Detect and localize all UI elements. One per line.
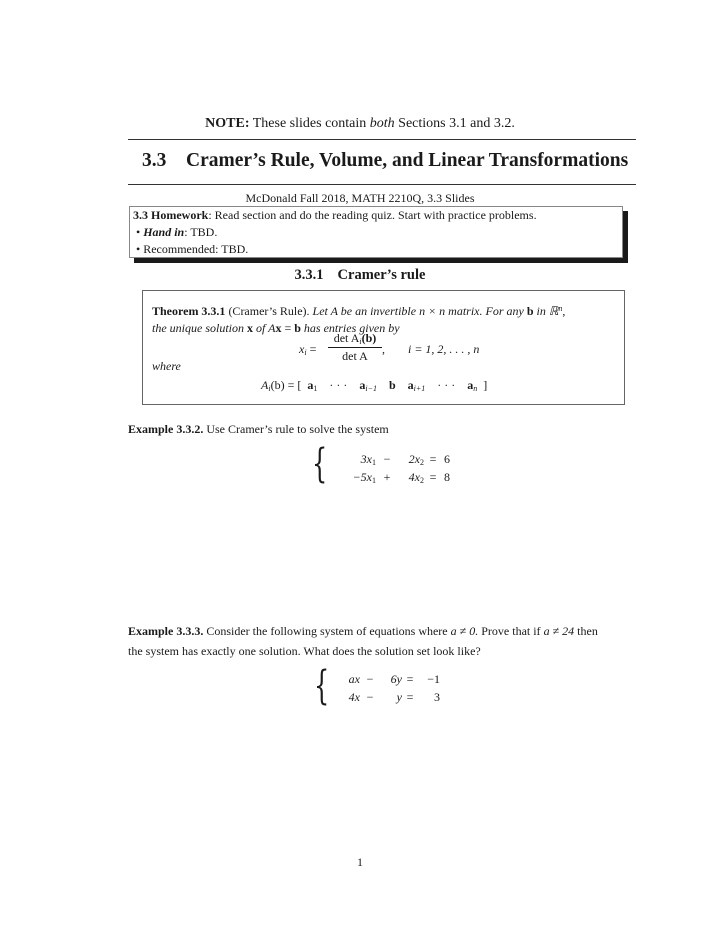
theorem-where: where xyxy=(152,359,181,373)
formula-num-arg: (b) xyxy=(361,331,377,345)
formula-numerator xyxy=(328,331,382,346)
section-subtitle: McDonald Fall 2018, MATH 2210Q, 3.3 Slides xyxy=(245,191,475,205)
formula-eq: = xyxy=(309,342,317,356)
theorem-line2-e: = xyxy=(284,321,292,335)
example-2-label: Example 3.3.2. xyxy=(128,422,204,436)
section-number: 3.3 xyxy=(142,150,167,171)
sys2-r1-t2-var: 2x xyxy=(408,452,420,466)
theorem-name: (Cramer’s Rule). xyxy=(228,304,310,318)
left-brace-icon: { xyxy=(312,441,328,487)
theorem-stmt-a: Let A be an invertible n × n matrix. For any xyxy=(312,304,524,318)
theorem-line-1 xyxy=(152,304,565,319)
sys3-r1-rhs: −1 xyxy=(427,672,440,686)
subsection-title: Cramer’s rule xyxy=(337,267,426,283)
homework-box xyxy=(129,206,623,258)
example-3-line-2: the system has exactly one solution. What does the solution set look like? xyxy=(128,644,481,658)
theorem-box xyxy=(142,290,625,405)
theorem-stmt-b: b xyxy=(526,304,534,318)
formula-num: det A xyxy=(333,331,360,345)
hand-in-item xyxy=(136,224,217,240)
note-label: NOTE: xyxy=(205,116,250,131)
bullet-icon: • xyxy=(136,242,141,256)
example-3-line-1 xyxy=(128,624,598,639)
matrix-col-b: b xyxy=(388,378,396,392)
sys2-r2-term2 xyxy=(396,470,424,485)
example-3-text-b: Prove that if xyxy=(481,624,541,638)
note-text-after: Sections 3.1 and 3.2. xyxy=(398,116,515,131)
formula-fraction xyxy=(328,331,382,364)
matrix-lhs-sub: i xyxy=(268,384,271,393)
page-number: 1 xyxy=(357,855,363,869)
sys2-r2-term1 xyxy=(338,470,376,485)
theorem-line2-f: b xyxy=(294,321,301,335)
note-line xyxy=(0,116,720,132)
theorem-line2-g: has entries given by xyxy=(303,321,400,335)
hand-in-label: Hand in xyxy=(143,225,185,239)
section-heading xyxy=(128,150,636,172)
subsection-number: 3.3.1 xyxy=(294,267,324,283)
formula-comma: , xyxy=(382,342,385,356)
example-3-text-a: Consider the following system of equations where xyxy=(206,624,448,638)
recommended-item xyxy=(136,241,248,257)
matrix-col-a1-sub: 1 xyxy=(313,384,318,393)
theorem-line2-c: of A xyxy=(256,321,276,335)
example-3-cond1: a ≠ 0. xyxy=(450,624,479,638)
sys3-r2-term1: 4x xyxy=(348,690,360,704)
example-2-text: Use Cramer’s rule to solve the system xyxy=(206,422,389,436)
matrix-lhs-arg: (b) = [ xyxy=(270,378,302,392)
sys3-r2-term2: y xyxy=(396,690,402,704)
left-brace-icon: { xyxy=(314,663,330,709)
recommended-text: Recommended: TBD. xyxy=(143,242,249,256)
sys2-r1-eq: = xyxy=(429,452,437,466)
matrix-line xyxy=(261,378,487,393)
example-2-system xyxy=(312,441,452,488)
formula-lhs xyxy=(299,342,316,357)
theorem-line2-b: x xyxy=(247,321,253,335)
sys2-r1-t2-sub: 2 xyxy=(420,458,424,467)
sys3-r1-term1: ax xyxy=(348,672,360,686)
theorem-line2-a: the unique solution xyxy=(152,321,244,335)
fraction-bar xyxy=(328,347,382,348)
sys3-r1-term2: 6y xyxy=(390,672,402,686)
sys3-r2-op: − xyxy=(366,690,374,704)
sys2-r1-t1-sub: 1 xyxy=(372,458,376,467)
theorem-stmt-d: , xyxy=(562,304,566,318)
sys2-r1-op: − xyxy=(383,452,391,466)
matrix-col-an-sub: n xyxy=(473,384,478,393)
section-title: Cramer’s Rule, Volume, and Linear Transformations xyxy=(186,150,629,171)
example-3-text-c: then xyxy=(577,624,598,638)
sys3-r1-eq: = xyxy=(406,672,414,686)
example-2-line xyxy=(128,422,389,437)
matrix-col-aim1-sub: i−1 xyxy=(365,384,377,393)
matrix-col-aip1: a xyxy=(407,378,414,392)
sys2-r2-eq: = xyxy=(429,470,437,484)
matrix-col-aim1: a xyxy=(359,378,366,392)
theorem-label: Theorem 3.3.1 xyxy=(152,304,226,318)
sys2-r1-term1 xyxy=(338,452,376,467)
formula-lhs-sub: i xyxy=(304,348,307,357)
theorem-stmt-c-sup: n xyxy=(558,304,563,313)
example-3-system xyxy=(314,663,444,710)
homework-number: 3.3 xyxy=(133,208,148,222)
homework-label: Homework xyxy=(151,208,209,222)
theorem-line2-d: x xyxy=(275,321,282,335)
matrix-dots-1: · · · xyxy=(329,378,348,392)
subsection-heading xyxy=(0,267,720,284)
sys2-r2-t1-sub: 1 xyxy=(372,476,376,485)
matrix-lhs: A xyxy=(261,378,269,392)
theorem-stmt-c: in ℝ xyxy=(536,304,559,318)
sys3-r1-op: − xyxy=(366,672,374,686)
note-text-before: These slides contain xyxy=(252,116,367,131)
matrix-col-a1: a xyxy=(307,378,314,392)
formula-num-sub: i xyxy=(359,337,362,346)
homework-line xyxy=(133,207,537,223)
sys2-r1-term2 xyxy=(396,452,424,467)
hand-in-text: : TBD. xyxy=(184,225,218,239)
formula-denominator: det A xyxy=(342,349,368,363)
matrix-col-aip1-sub: i+1 xyxy=(413,384,426,393)
sys2-r2-t1-var: −5x xyxy=(352,470,372,484)
section-rule xyxy=(128,184,636,185)
sys2-r1-t1-var: 3x xyxy=(360,452,372,466)
sys2-r1-rhs: 6 xyxy=(444,452,450,466)
sys2-r2-t2-sub: 2 xyxy=(420,476,424,485)
example-3-cond2: a ≠ 24 xyxy=(543,624,575,638)
top-rule xyxy=(128,139,636,140)
formula-lhs-var: x xyxy=(299,342,305,356)
sys3-r2-rhs: 3 xyxy=(434,690,440,704)
bullet-icon: • xyxy=(136,225,141,239)
matrix-dots-2: · · · xyxy=(437,378,456,392)
example-3-label: Example 3.3.3. xyxy=(128,624,204,638)
sys2-r2-t2-var: 4x xyxy=(408,470,420,484)
sys3-r2-eq: = xyxy=(406,690,414,704)
sys2-r2-rhs: 8 xyxy=(444,470,450,484)
matrix-close: ] xyxy=(483,378,488,392)
formula-index: i = 1, 2, . . . , n xyxy=(408,342,480,356)
homework-text: : Read section and do the reading quiz. Start with practice problems. xyxy=(208,208,537,222)
matrix-col-an: a xyxy=(467,378,474,392)
sys2-r2-op: + xyxy=(383,470,391,484)
note-emphasis: both xyxy=(369,116,395,131)
